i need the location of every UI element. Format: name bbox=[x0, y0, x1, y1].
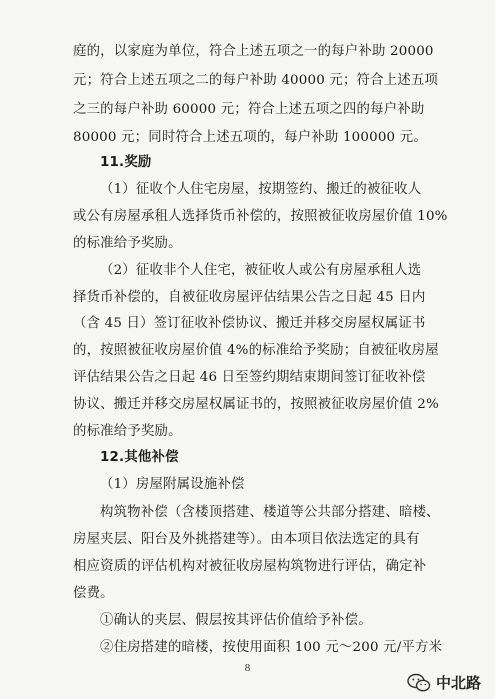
subsection-heading: （1）房屋附属设施补偿 bbox=[100, 477, 245, 493]
text-line: 的标准给予奖励。 bbox=[73, 424, 182, 440]
text-line: 构筑物补偿（含楼顶搭建、楼道等公共部分搭建、暗楼、 bbox=[100, 505, 440, 521]
watermark-text: 中北路 bbox=[435, 674, 481, 692]
text-line: 元；符合上述五项之二的每户补助 40000 元；符合上述五项 bbox=[73, 72, 439, 88]
text-line: ①确认的夹层、假层按其评估价值给予补偿。 bbox=[100, 613, 372, 628]
text-line: （含 45 日）签订征收补偿协议、搬迁并移交房屋权属证书 bbox=[73, 316, 426, 332]
text-line: 庭的，以家庭为单位，符合上述五项之一的每户补助 20000 bbox=[73, 44, 434, 59]
section-heading: 11.奖励 bbox=[100, 154, 152, 170]
text-line: 的标准给予奖励。 bbox=[73, 235, 182, 251]
text-line: 择货币补偿的，自被征收房屋评估结果公告之日起 45 日内 bbox=[73, 289, 426, 305]
page-number: 8 bbox=[244, 662, 251, 674]
section-heading: 12.其他补偿 bbox=[100, 450, 179, 466]
account-watermark bbox=[407, 672, 481, 693]
text-line: 之三的每户补助 60000 元；符合上述五项之四的每户补助 bbox=[73, 101, 425, 117]
text-line: （1）征收个人住宅房屋，按期签约、搬迁的被征收人 bbox=[100, 181, 422, 197]
text-line: （2）征收非个人住宅，被征收人或公有房屋承租人选 bbox=[100, 262, 422, 278]
text-line: ②住房搭建的暗楼，按使用面积 100 元～200 元/平方米 bbox=[100, 640, 443, 655]
text-line: 房屋夹层、阳台及外挑搭建等）。由本项目依法选定的具有 bbox=[73, 532, 420, 548]
text-line: 或公有房屋承租人选择货币补偿的，按照被征收房屋价值 10% bbox=[73, 208, 448, 224]
text-line: 的，按照被征收房屋价值 4%的标准给予奖励；自被征收房屋 bbox=[73, 343, 439, 359]
text-line: 80000 元；同时符合上述五项的，每户补助 100000 元。 bbox=[73, 129, 427, 145]
text-line: 偿费。 bbox=[73, 586, 114, 602]
wechat-icon bbox=[407, 673, 431, 693]
text-line: 评估结果公告之日起 46 日至签约期结束期间签订征收补偿 bbox=[73, 370, 426, 386]
text-line: 相应资质的评估机构对被征收房屋构筑物进行评估，确定补 bbox=[73, 559, 427, 575]
text-line: 协议、搬迁并移交房屋权属证书的，按照被征收房屋价值 2% bbox=[73, 397, 439, 413]
